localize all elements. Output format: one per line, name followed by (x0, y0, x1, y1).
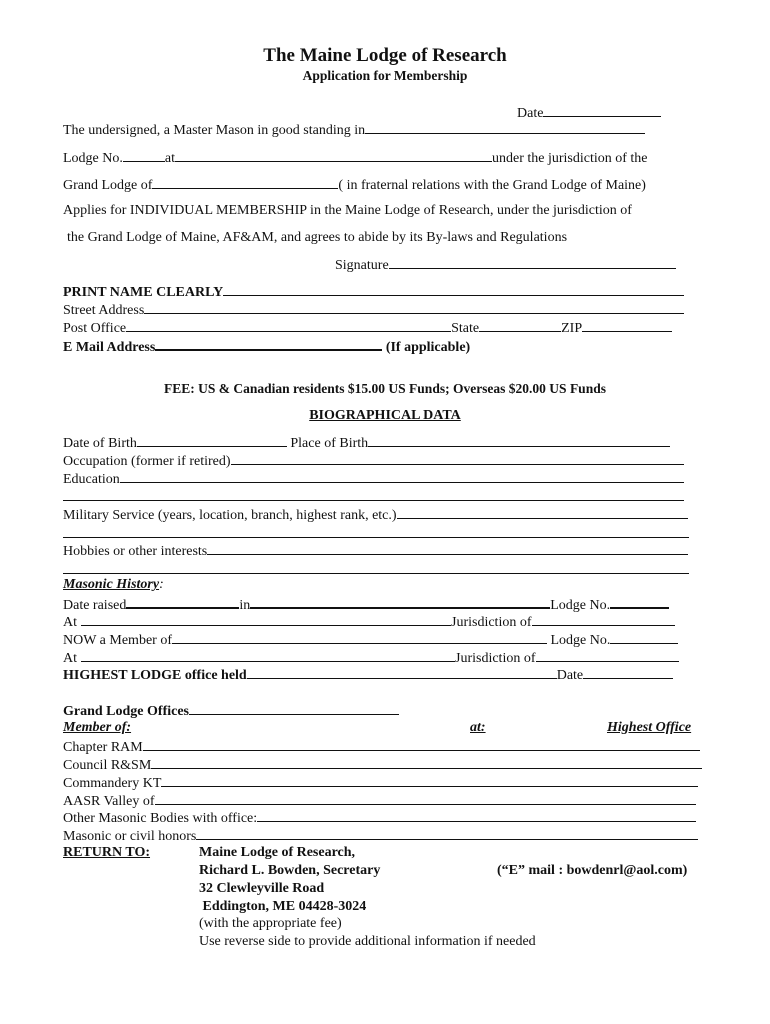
now-member-field[interactable] (172, 630, 547, 644)
standing-lodge-field[interactable] (365, 120, 645, 134)
street-label: Street Address (63, 303, 145, 318)
return-line-1: Maine Lodge of Research, (199, 845, 356, 860)
occupation-row (63, 451, 684, 471)
page-subtitle: Application for Membership (302, 68, 468, 83)
raised-lodge-no-label: Lodge No. (550, 598, 611, 613)
honors-field[interactable] (196, 826, 698, 840)
page-title: The Maine Lodge of Research (263, 45, 507, 66)
return-line-6: Use reverse side to provide additional information if needed (199, 934, 536, 949)
body-label-chapter: Chapter RAM (63, 740, 143, 755)
jurisdiction-text: under the jurisdiction of the (492, 151, 648, 166)
body-row-council (63, 755, 702, 775)
raised-in-label: in (239, 598, 251, 613)
education-label: Education (63, 472, 120, 487)
raised-jurisdiction-label: Jurisdiction of (451, 615, 532, 630)
hobbies-field[interactable] (207, 541, 688, 555)
occupation-label: Occupation (former if retired) (63, 454, 231, 469)
hobbies-label: Hobbies or other interests (63, 544, 208, 559)
signature-row (335, 255, 676, 275)
birth-row (63, 433, 670, 453)
education-extra-line[interactable] (63, 500, 684, 501)
body-label-council: Council R&SM (63, 758, 152, 773)
gl-offices-label: Grand Lodge Offices (63, 704, 189, 719)
post-office-label: Post Office (63, 321, 127, 336)
raised-at-field[interactable] (81, 612, 451, 626)
post-office-field[interactable] (126, 318, 451, 332)
state-field[interactable] (479, 318, 561, 332)
email-label: E Mail Address (63, 340, 156, 355)
at-label: at (164, 151, 175, 166)
military-row (63, 505, 688, 525)
highest-office-date-label: Date (556, 668, 584, 683)
other-bodies-row (63, 808, 696, 828)
occupation-field[interactable] (231, 451, 684, 465)
body-row-commandery (63, 773, 698, 793)
raised-at-row (63, 612, 675, 632)
other-bodies-field[interactable] (257, 808, 696, 822)
date-raised-field[interactable] (126, 594, 239, 609)
street-field[interactable] (144, 300, 684, 314)
honors-row (63, 826, 698, 846)
state-label: State (451, 321, 480, 336)
now-at-field[interactable] (81, 648, 455, 662)
date-label: Date (517, 106, 544, 121)
masonic-heading: Masonic History (63, 577, 160, 592)
raised-jurisdiction-field[interactable] (532, 612, 675, 626)
date-raised-label: Date raised (63, 598, 127, 613)
dob-field[interactable] (137, 433, 287, 447)
agrees-text: the Grand Lodge of Maine, AF&AM, and agrees to abide by its By-laws and Regulations (67, 230, 568, 245)
now-jurisdiction-field[interactable] (536, 648, 679, 662)
body-field-council[interactable] (151, 755, 702, 769)
lodge-no-field[interactable] (123, 148, 165, 162)
raised-in-field[interactable] (250, 594, 550, 609)
masonic-heading-row (63, 576, 164, 594)
signature-field[interactable] (389, 255, 676, 269)
masonic-heading-colon: : (159, 577, 164, 592)
highest-office-row (63, 665, 673, 685)
other-bodies-label: Other Masonic Bodies with office: (63, 811, 258, 826)
email-note: (If applicable) (385, 340, 471, 355)
member-highest-office-label: Highest Office (607, 720, 692, 735)
grand-lodge-field[interactable] (152, 175, 338, 189)
highest-office-date-field[interactable] (583, 665, 673, 679)
body-field-chapter[interactable] (143, 737, 700, 751)
now-member-label: NOW a Member of (63, 633, 172, 648)
raised-lodge-no-field[interactable] (610, 594, 669, 609)
email-row (63, 336, 470, 357)
body-field-aasr[interactable] (155, 791, 696, 805)
body-label-commandery: Commandery KT (63, 776, 162, 791)
post-office-row (63, 318, 672, 338)
raised-at-label: At (63, 615, 77, 630)
fraternal-text: ( in fraternal relations with the Grand Lodge of Maine) (338, 178, 646, 193)
fee-text: FEE: US & Canadian residents $15.00 US Funds; Overseas $20.00 US Funds (164, 381, 606, 396)
print-name-row (63, 282, 684, 302)
now-lodge-no-field[interactable] (610, 630, 678, 644)
return-to-label: RETURN TO: (63, 845, 151, 860)
honors-label: Masonic or civil honors (63, 829, 197, 844)
lodge-no-label: Lodge No. (63, 151, 123, 166)
hobbies-row (63, 541, 688, 561)
return-line-3: 32 Clewleyville Road (199, 881, 325, 896)
member-at-label: at: (470, 720, 486, 735)
now-at-label: At (63, 651, 77, 666)
lodge-location-field[interactable] (175, 148, 492, 162)
signature-label: Signature (335, 258, 389, 273)
body-field-commandery[interactable] (161, 773, 698, 787)
return-email[interactable]: (“E” mail : bowdenrl@aol.com) (497, 863, 688, 878)
grand-lodge-row (63, 175, 646, 195)
standing-text: The undersigned, a Master Mason in good standing in (63, 123, 366, 138)
return-line-2: Richard L. Bowden, Secretary (199, 863, 381, 878)
member-of-label: Member of: (63, 720, 132, 735)
return-line-5: (with the appropriate fee) (199, 916, 342, 931)
pob-label: Place of Birth (290, 436, 369, 451)
standing-row (63, 120, 645, 140)
military-extra-line[interactable] (63, 537, 689, 538)
now-jurisdiction-label: Jurisdiction of (455, 651, 536, 666)
highest-office-field[interactable] (247, 665, 557, 679)
zip-field[interactable] (582, 318, 672, 332)
applies-text: Applies for INDIVIDUAL MEMBERSHIP in the Maine Lodge of Research, under the jurisdiction of (63, 203, 632, 218)
body-label-aasr: AASR Valley of (63, 794, 155, 809)
now-lodge-no-label: Lodge No. (550, 633, 611, 648)
print-name-label: PRINT NAME CLEARLY (63, 285, 224, 300)
lodge-row (63, 148, 648, 168)
email-field[interactable] (155, 336, 382, 351)
now-member-row (63, 630, 678, 650)
pob-field[interactable] (368, 433, 670, 447)
education-field[interactable] (120, 469, 684, 483)
body-row-chapter (63, 737, 700, 757)
military-field[interactable] (397, 505, 688, 519)
highest-office-label: HIGHEST LODGE office held (63, 668, 247, 683)
print-name-field[interactable] (223, 282, 684, 296)
grand-lodge-label: Grand Lodge of (63, 178, 153, 193)
bio-heading: BIOGRAPHICAL DATA (309, 408, 461, 423)
military-label: Military Service (years, location, branch, highest rank, etc.) (63, 508, 397, 523)
education-row (63, 469, 684, 489)
return-line-4: Eddington, ME 04428-3024 (199, 899, 367, 914)
gl-offices-row (63, 701, 399, 721)
date-field[interactable] (543, 103, 661, 117)
street-row (63, 300, 684, 320)
zip-label: ZIP (561, 321, 583, 336)
gl-offices-field[interactable] (189, 701, 399, 715)
hobbies-extra-line[interactable] (63, 573, 689, 574)
dob-label: Date of Birth (63, 436, 137, 451)
